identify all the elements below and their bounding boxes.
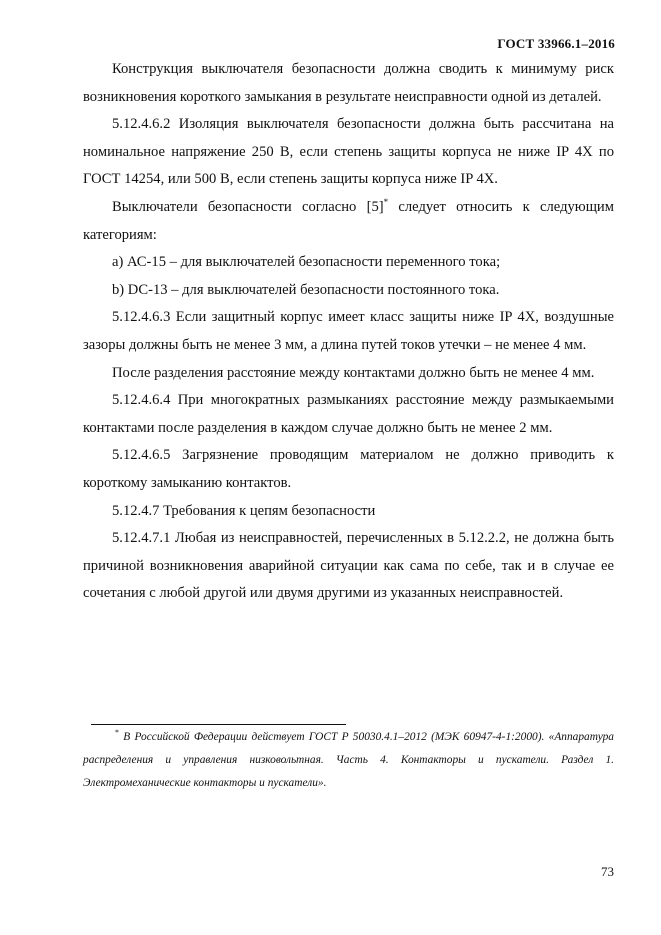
paragraph-contact-distance: После разделения расстояние между контактами должно быть не менее 4 мм. [112,364,595,381]
list-item-dc13: b) DC-13 – для выключателей безопасности постоянного тока. [112,281,500,298]
paragraph-categories [83,194,614,249]
footnote-mark: * [115,728,119,738]
list-item-ac15: а) АС-15 – для выключателей безопасности переменного тока; [112,254,501,271]
paragraph-5-12-4-6-3: 5.12.4.6.3 Если защитный корпус имеет класс защиты ниже IP 4X, воздушные зазоры должны быть не менее 3 мм, а длина путей токов утечки – не менее 4 мм. [83,309,614,353]
footnote-divider [91,724,346,725]
paragraph-5-12-4-6-4: 5.12.4.6.4 При многократных размыканиях расстояние между размыкаемыми контактами после разделения в каждом случае должно быть не менее 2 мм. [83,392,614,436]
paragraph-5-12-4-7-1: 5.12.4.7.1 Любая из неисправностей, перечисленных в 5.12.2.2, не должна быть причиной возникновения аварийной ситуации как сама по себе, так и в случае ее сочетания с любой другой или двумя другими из указанных неисправностей. [83,530,614,602]
paragraph-5-12-4-6-5: 5.12.4.6.5 Загрязнение проводящим материалом не должно приводить к короткому замыканию контактов. [83,447,614,491]
paragraph-categories-text: Выключатели безопасности согласно [5] [112,198,384,215]
paragraph-5-12-4-6-2: 5.12.4.6.2 Изоляция выключателя безопасности должна быть рассчитана на номинальное напряжение 250 В, если степень защиты корпуса не ниже IP 4X по ГОСТ 14254, или 500 В, если степень защиты корпуса ниже IP 4X. [83,116,614,188]
paragraph-categories-text-end: следует относить к следующим категориям: [83,198,614,243]
footnote [83,726,614,795]
page-header-standard: ГОСТ 33966.1–2016 [497,36,615,51]
footnote-text: В Российской Федерации действует ГОСТ Р 50030.4.1–2012 (МЭК 60947-4-1:2000). «Аппаратура распределения и управления низковольтная. Часть 4. Контакторы и пускатели. Раздел 1. Электромеханические контакторы и пускатели». [83,731,614,789]
footnote-reference-mark: * [383,197,389,208]
paragraph-intro: Конструкция выключателя безопасности должна сводить к минимуму риск возникновения короткого замыкания в результате неисправности одной из деталей. [83,61,614,105]
section-heading-5-12-4-7: 5.12.4.7 Требования к цепям безопасности [112,502,376,519]
body-text [83,56,614,608]
page-number: 73 [601,864,614,879]
